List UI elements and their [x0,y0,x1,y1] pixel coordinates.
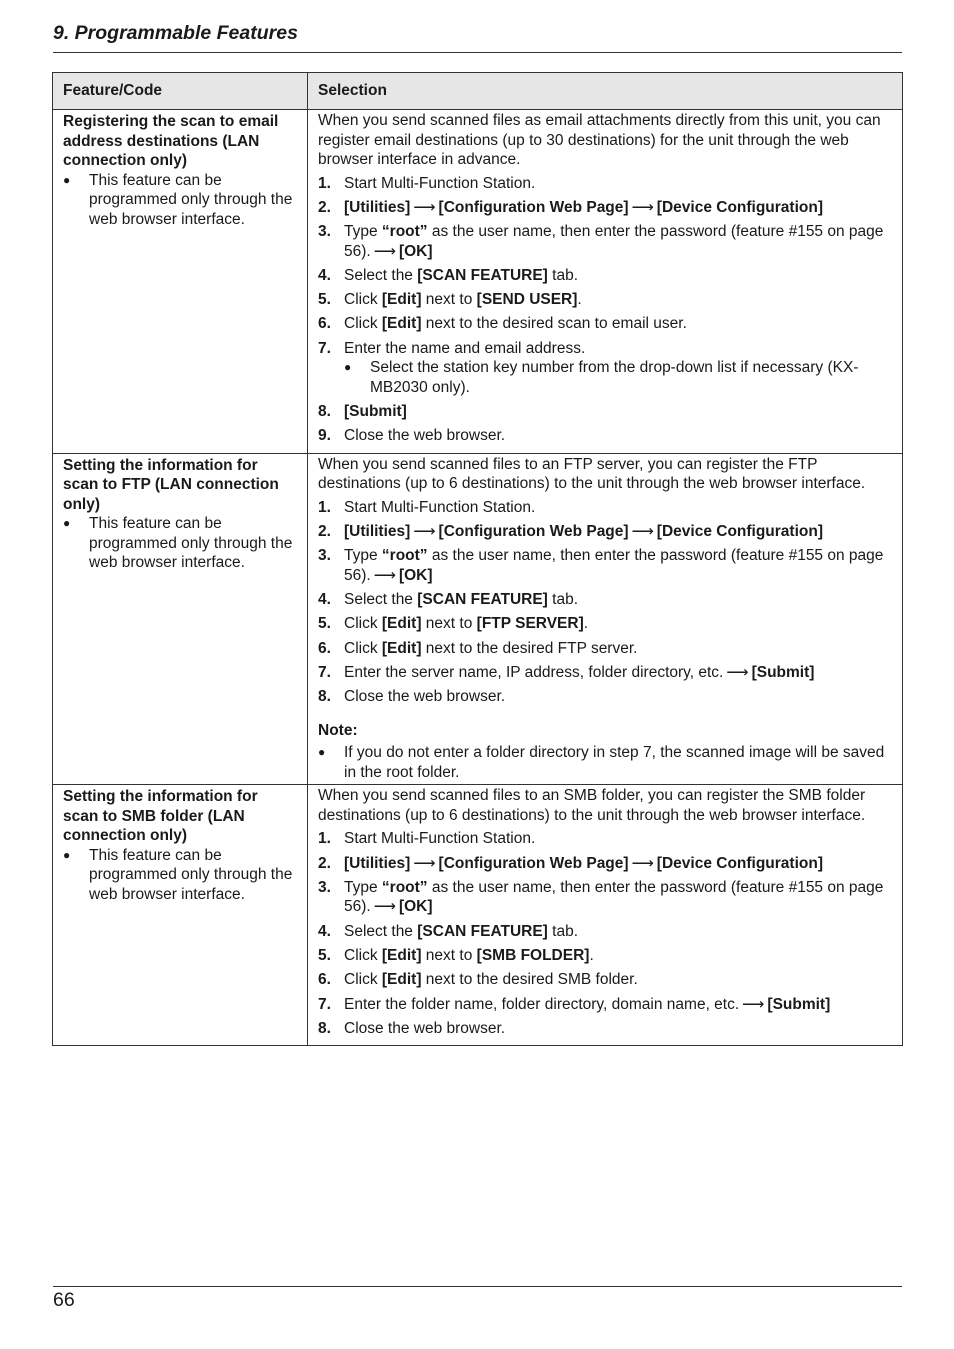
step-bold-text: [Edit] [381,315,422,333]
step-list [318,174,892,446]
step-content [344,198,892,218]
step-sub-text: Select the station key number from the drop-down list if necessary (KX-MB2030 only). [370,359,859,396]
page-number: 66 [53,1289,75,1311]
step-content [344,522,892,542]
table-row [53,110,903,454]
feature-note-text: This feature can be programmed only through the web browser interface. [89,171,293,228]
step-content [344,314,892,334]
feature-note [63,846,297,905]
step-content [344,174,892,194]
step-content [344,614,892,634]
step-text: as the user name, then enter the password (feature #155 on page 56). [344,547,884,584]
step-number: 5. [318,291,331,309]
step-text: Select the [344,266,418,284]
step-number: 5. [318,615,331,633]
selection-intro: When you send scanned files to an SMB folder, you can register the SMB folder destinations (up to 6 destinations) to the unit through the web browser interface. [318,787,866,824]
step-item [318,339,892,398]
step-text: as the user name, then enter the password (feature #155 on page 56). [344,223,884,260]
arrow-right-icon: ⟶ [373,566,396,584]
step-item [318,314,892,334]
step-content [344,946,892,966]
bullet-icon: ● [63,516,71,531]
step-item [318,522,892,542]
step-text: Click [344,315,382,333]
step-text: next to [421,291,477,309]
step-bold-text: [Configuration Web Page] [438,522,629,540]
step-item [318,639,892,659]
step-text: Enter the server name, IP address, folder directory, etc. [344,663,724,681]
step-content [344,854,892,874]
step-list [318,829,892,1038]
step-item [318,266,892,286]
step-item [318,402,892,422]
feature-note-text: This feature can be programmed only through the web browser interface. [89,515,293,572]
table-row [53,785,903,1046]
step-item [318,687,892,707]
feature-note [63,171,297,230]
step-bold-text: [FTP SERVER] [476,615,584,633]
step-bold-text: [Utilities] [344,198,411,216]
step-text: Close the web browser. [344,427,506,445]
step-text: next to the desired FTP server. [421,639,638,657]
step-item [318,829,892,849]
step-content [344,639,892,659]
step-number: 6. [318,639,331,657]
step-bold-text: [SCAN FEATURE] [417,266,548,284]
step-list [318,498,892,707]
note-label: Note: [318,721,358,739]
step-item [318,546,892,585]
step-number: 8. [318,403,331,421]
step-bold-text: “root” [381,878,428,896]
note-text: If you do not enter a folder directory in step 7, the scanned image will be saved in the root folder. [344,744,885,781]
step-content [344,498,892,518]
step-content [344,222,892,261]
step-text: next to the desired SMB folder. [421,971,638,989]
step-bold-text: [Submit] [344,403,407,421]
step-bold-text: [SMB FOLDER] [476,946,590,964]
step-text: Close the web browser. [344,688,506,706]
bullet-icon: ● [63,172,71,187]
step-text: Type [344,547,382,565]
step-text: tab. [547,922,579,940]
step-text: tab. [547,591,579,609]
step-number: 6. [318,971,331,989]
step-content [344,829,892,849]
step-content [344,995,892,1015]
step-item [318,970,892,990]
step-number: 8. [318,1019,331,1037]
step-item [318,290,892,310]
arrow-right-icon: ⟶ [413,854,436,872]
step-text: . [589,946,594,964]
step-text: Type [344,223,382,241]
step-bold-text: [Edit] [381,639,422,657]
step-bold-text: [Submit] [751,663,815,681]
step-bold-text: “root” [381,223,428,241]
step-text: Click [344,971,382,989]
selection-cell [308,453,903,785]
step-text: Click [344,615,382,633]
step-number: 5. [318,946,331,964]
step-bold-text: [Utilities] [344,522,411,540]
step-text: next to [421,615,477,633]
table-row [53,453,903,785]
arrow-right-icon: ⟶ [631,522,654,540]
step-item [318,498,892,518]
step-bold-text: [OK] [398,566,433,584]
step-item [318,995,892,1015]
step-number: 2. [318,854,331,872]
step-text: next to [421,946,477,964]
step-bold-text: [SEND USER] [476,291,578,309]
step-number: 3. [318,223,331,241]
step-text: Type [344,878,382,896]
step-content [344,546,892,585]
step-item [318,854,892,874]
step-item [318,426,892,446]
selection-cell [308,785,903,1046]
step-content [344,922,892,942]
feature-title: Setting the information for scan to FTP (LAN connection only) [63,456,279,513]
step-text: Enter the folder name, folder directory, domain name, etc. [344,995,740,1013]
step-text: next to the desired scan to email user. [421,315,687,333]
step-number: 3. [318,547,331,565]
step-text: Start Multi-Function Station. [344,830,536,848]
arrow-right-icon: ⟶ [413,198,436,216]
step-bold-text: [Edit] [381,291,422,309]
step-bold-text: [OK] [398,242,433,260]
step-content [344,339,892,398]
step-text: as the user name, then enter the password (feature #155 on page 56). [344,878,884,916]
step-text: Click [344,946,382,964]
step-bold-text: [Edit] [381,615,422,633]
step-number: 4. [318,922,331,940]
step-content [344,663,892,683]
step-number: 1. [318,498,331,516]
feature-cell [53,110,308,454]
step-bold-text: [Utilities] [344,854,411,872]
bullet-icon: ● [318,745,326,760]
feature-note-text: This feature can be programmed only through the web browser interface. [89,846,293,903]
step-bold-text: [Configuration Web Page] [438,198,629,216]
step-number: 6. [318,315,331,333]
bullet-icon: ● [63,847,71,862]
page-title: 9. Programmable Features [53,22,298,44]
step-bold-text: [Edit] [381,971,422,989]
selection-intro: When you send scanned files to an FTP server, you can register the FTP destinations (up to 6 destinations) to the unit through the web browser interface. [318,455,866,493]
step-text: Click [344,639,382,657]
column-header-feature: Feature/Code [53,73,308,110]
step-text: Close the web browser. [344,1019,506,1037]
step-bold-text: [Device Configuration] [656,522,823,540]
step-text: . [583,615,589,633]
arrow-right-icon: ⟶ [373,898,396,916]
step-bold-text: [Device Configuration] [656,198,823,216]
arrow-right-icon: ⟶ [413,522,436,540]
step-bold-text: “root” [381,547,428,565]
step-bold-text: [Edit] [381,946,422,964]
step-content [344,590,892,610]
step-item [318,1019,892,1039]
table-header-row [53,73,903,110]
step-item [318,946,892,966]
step-item [318,198,892,218]
step-item [318,590,892,610]
step-number: 2. [318,198,331,216]
step-item [318,663,892,683]
step-bold-text: [OK] [398,898,433,916]
header-divider [53,52,902,53]
step-number: 3. [318,878,331,896]
step-text: Enter the name and email address. [344,339,586,357]
feature-title: Setting the information for scan to SMB folder (LAN connection only) [63,788,258,845]
step-content [344,687,892,707]
feature-note [63,514,297,573]
step-content [344,970,892,990]
step-item [318,878,892,917]
feature-title: Registering the scan to email address destinations (LAN connection only) [63,113,279,169]
step-bold-text: [Device Configuration] [656,854,823,872]
bullet-icon: ● [344,360,352,375]
step-number: 9. [318,427,331,445]
step-text: Start Multi-Function Station. [344,498,536,516]
footer-divider [53,1286,902,1287]
step-text: tab. [547,266,579,284]
step-content [344,1019,892,1039]
step-number: 7. [318,663,331,681]
arrow-right-icon: ⟶ [373,242,396,260]
arrow-right-icon: ⟶ [631,854,654,872]
step-number: 7. [318,995,331,1013]
step-text: Select the [344,922,418,940]
step-item [318,614,892,634]
step-number: 1. [318,174,331,192]
step-text: . [577,291,582,309]
feature-cell [53,785,308,1046]
step-item [318,174,892,194]
selection-cell [308,110,903,454]
step-text: Select the [344,591,418,609]
arrow-right-icon: ⟶ [631,198,654,216]
step-number: 1. [318,830,331,848]
step-text: Click [344,291,382,309]
feature-cell [53,453,308,785]
step-item [318,922,892,942]
step-number: 4. [318,591,331,609]
step-content [344,266,892,286]
arrow-right-icon: ⟶ [742,995,765,1013]
step-number: 2. [318,522,331,540]
table-body [53,110,903,1046]
step-bold-text: [SCAN FEATURE] [417,591,548,609]
step-bold-text: [SCAN FEATURE] [417,922,548,940]
step-bold-text: [Configuration Web Page] [438,854,629,872]
arrow-right-icon: ⟶ [726,663,749,681]
step-content [344,402,892,422]
note-bullet [318,743,892,782]
step-number: 4. [318,266,331,284]
selection-intro: When you send scanned files as email attachments directly from this unit, you can register email destinations (up to 30 destinations) for the unit through the web browser interface in advance. [318,112,881,168]
step-content [344,426,892,446]
step-number: 8. [318,688,331,706]
step-item [318,222,892,261]
step-content [344,878,892,917]
step-text: Start Multi-Function Station. [344,174,536,192]
features-table [52,72,903,1046]
column-header-selection: Selection [308,73,903,110]
step-content [344,290,892,310]
step-number: 7. [318,339,331,357]
step-bold-text: [Submit] [767,995,831,1013]
step-sub-bullet [344,358,892,397]
